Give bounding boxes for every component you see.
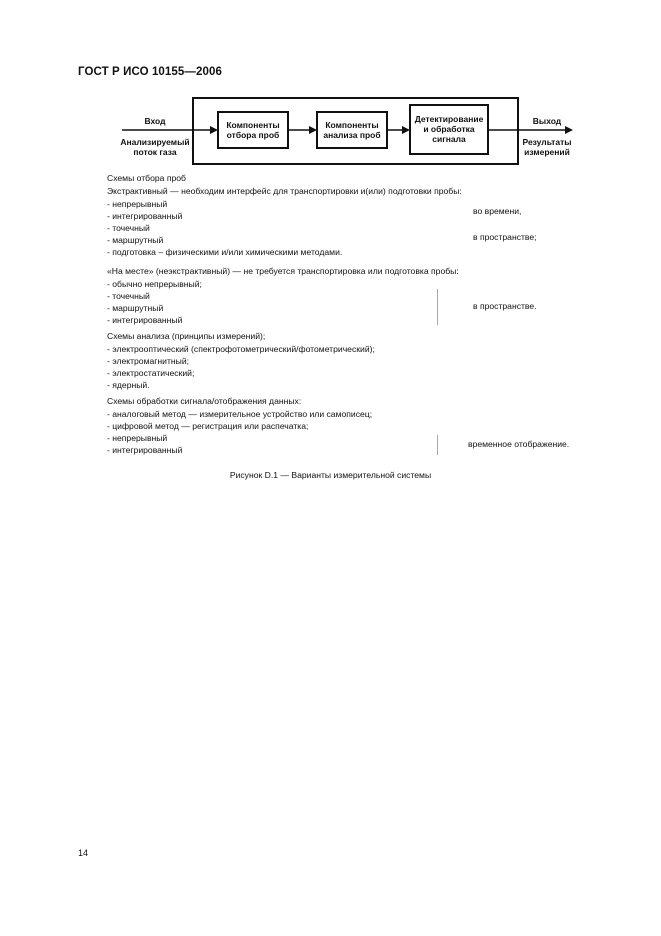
box3-line2: и обработка: [423, 124, 475, 134]
list-item: - обычно непрерывный;: [107, 279, 202, 289]
list-item: - непрерывный: [107, 433, 168, 443]
output-arrow-head: [565, 126, 573, 134]
in-time-note: во времени,: [473, 206, 522, 216]
box3-line3: сигнала: [432, 134, 466, 144]
document-header: ГОСТ Р ИСО 10155—2006: [78, 66, 223, 78]
list-item: - интегрированный: [107, 445, 183, 455]
box3-line1: Детектирование: [414, 114, 484, 124]
list-item: - непрерывный: [107, 199, 168, 209]
list-item: - цифровой метод — регистрация или распечатка;: [107, 421, 309, 431]
list-item: - электромагнитный;: [107, 356, 190, 366]
page-number: 14: [78, 848, 89, 858]
analysis-title: Схемы анализа (принципы измерений);: [107, 331, 266, 341]
output-desc-2: измерений: [524, 147, 570, 157]
box1-line1: Компоненты: [226, 120, 280, 130]
temporal-note: временное отображение.: [468, 439, 570, 449]
list-item: - маршрутный: [107, 303, 164, 313]
list-item: - электрооптический (спектрофотометрический/фотометрический);: [107, 344, 375, 354]
arrow-2-head: [402, 126, 410, 134]
list-item: - точечный: [107, 223, 150, 233]
processing-title: Схемы обработки сигнала/отображения данных:: [107, 396, 302, 406]
box2-line2: анализа проб: [323, 130, 381, 140]
output-label: Выход: [532, 116, 562, 126]
list-item: - маршрутный: [107, 235, 164, 245]
figure-caption: Рисунок D.1 — Варианты измерительной системы: [229, 470, 432, 480]
input-label: Вход: [144, 116, 166, 126]
arrow-1-head: [309, 126, 317, 134]
list-item: - ядерный.: [107, 380, 150, 390]
list-item: - интегрированный: [107, 211, 183, 221]
measurement-system-diagram: [0, 0, 661, 170]
processing-brace: [437, 435, 438, 455]
insitu-space-note: в пространстве.: [473, 301, 537, 311]
extractive-desc: Экстрактивный — необходим интерфейс для транспортировки и(или) подготовки пробы:: [107, 186, 462, 196]
list-item: - подготовка – физическими и/или химическими методами.: [107, 247, 343, 257]
list-item: - электростатический;: [107, 368, 195, 378]
input-desc-2: поток газа: [133, 147, 177, 157]
box2-line1: Компоненты: [325, 120, 379, 130]
sampling-title: Схемы отбора проб: [107, 173, 186, 183]
input-desc-1: Анализируемый: [120, 137, 190, 147]
list-item: - точечный: [107, 291, 150, 301]
insitu-title: «На месте» (неэкстрактивный) — не требуется транспортировка или подготовка пробы:: [107, 266, 459, 276]
list-item: - аналоговый метод — измерительное устройство или самописец;: [107, 409, 373, 419]
list-item: - интегрированный: [107, 315, 183, 325]
output-desc-1: Результаты: [522, 137, 572, 147]
in-space-note: в пространстве;: [473, 232, 537, 242]
box1-line2: отбора проб: [226, 130, 280, 140]
insitu-brace: [437, 289, 438, 325]
input-arrow-head: [210, 126, 218, 134]
